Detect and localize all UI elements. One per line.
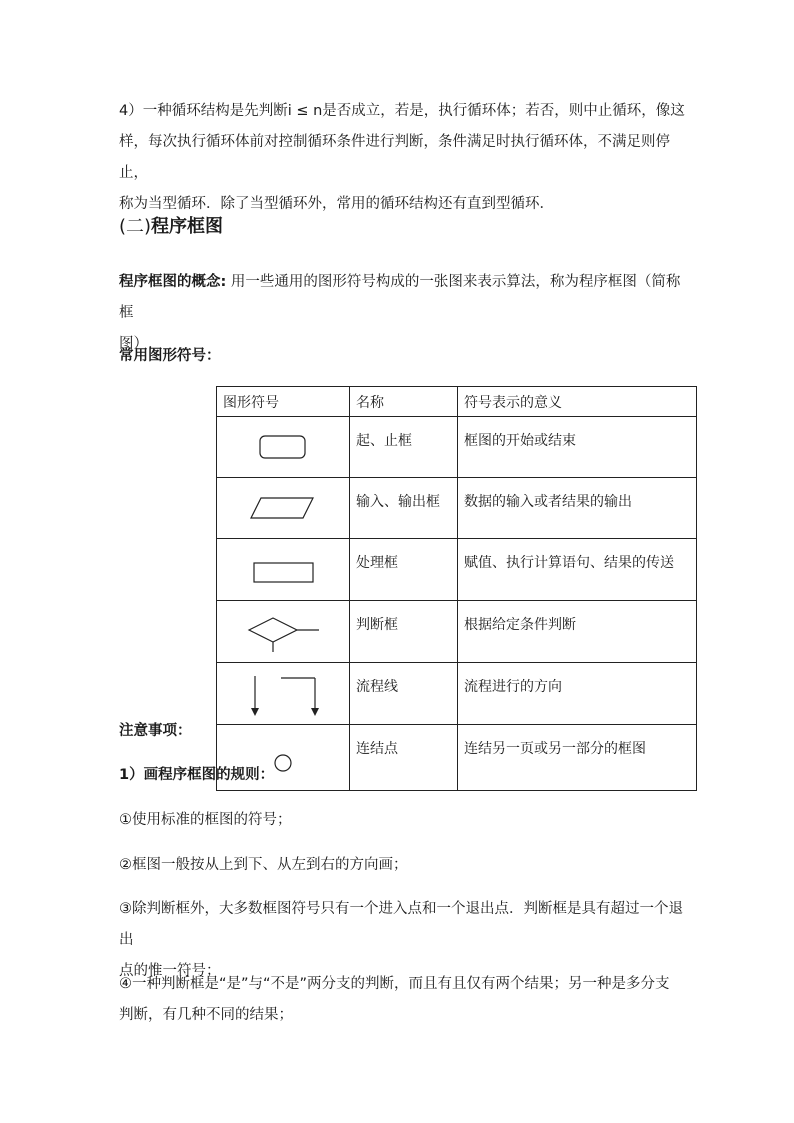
symbol-meaning: 数据的输入或者结果的输出 [458,478,697,539]
concept-label: 程序框图的概念: [119,274,227,290]
intro-paragraph [119,96,689,220]
concept-text: 用一些通用的图形符号构成的一张图来表示算法，称为程序框图（简称框 [119,274,681,321]
flow-line-arrows-icon [241,672,325,716]
symbol-cell [217,478,350,539]
intro-line: 称为当型循环．除了当型循环外，常用的循环结构还有直到型循环． [119,196,554,212]
symbol-meaning: 框图的开始或结束 [458,417,697,478]
rules-heading: 1）画程序框图的规则： [119,767,275,783]
notes-heading: 注意事项： [119,723,192,739]
header-cell: 名称 [350,387,458,417]
symbol-cell [217,417,350,478]
symbol-cell [217,601,350,663]
terminal-symbol-icon [253,432,313,462]
rule-item: ②框图一般按从上到下、从左到右的方向画； [119,857,408,873]
intro-line: 4）一种循环结构是先判断i ≤ n是否成立，若是，执行循环体；若否，则中止循环，像这 [119,103,685,119]
table-header-row [217,387,697,417]
symbol-meaning: 流程进行的方向 [458,663,697,725]
section-number: (二) [119,216,152,237]
rule-item [119,969,689,1031]
rule-line: ④一种判断框是“是”与“不是”两分支的判断，而且有且仅有两个结果；另一种是多分支 [119,976,670,992]
symbol-name: 流程线 [350,663,458,725]
diamond-symbol-icon [243,612,323,652]
intro-line: 样，每次执行循环体前对控制循环条件进行判断，条件满足时执行循环体，不满足则停止， [119,134,670,181]
table-row [217,539,697,601]
parallelogram-symbol-icon [243,493,323,523]
header-cell: 图形符号 [217,387,350,417]
symbol-name: 输入、输出框 [350,478,458,539]
symbol-meaning: 赋值、执行计算语句、结果的传送 [458,539,697,601]
header-cell: 符号表示的意义 [458,387,697,417]
section-heading [119,212,223,238]
concept-text: 图）. [119,336,153,352]
symbols-heading: 常用图形符号： [119,348,221,364]
table-row [217,478,697,539]
symbol-name: 起、止框 [350,417,458,478]
symbol-name: 连结点 [350,725,458,791]
rule-line: 点的惟一符号； [119,963,221,979]
symbol-meaning: 根据给定条件判断 [458,601,697,663]
rule-item: ①使用标准的框图的符号； [119,812,292,828]
symbol-name: 判断框 [350,601,458,663]
symbol-meaning: 连结另一页或另一部分的框图 [458,725,697,791]
rule-line: 判断，有几种不同的结果； [119,1007,293,1023]
symbol-name: 处理框 [350,539,458,601]
rectangle-symbol-icon [248,555,318,585]
symbol-cell [217,539,350,601]
table-row [217,601,697,663]
rule-line: ③除判断框外，大多数框图符号只有一个进入点和一个退出点．判断框是具有超过一个退出 [119,901,683,948]
table-row [217,417,697,478]
section-title: 程序框图 [151,216,224,237]
